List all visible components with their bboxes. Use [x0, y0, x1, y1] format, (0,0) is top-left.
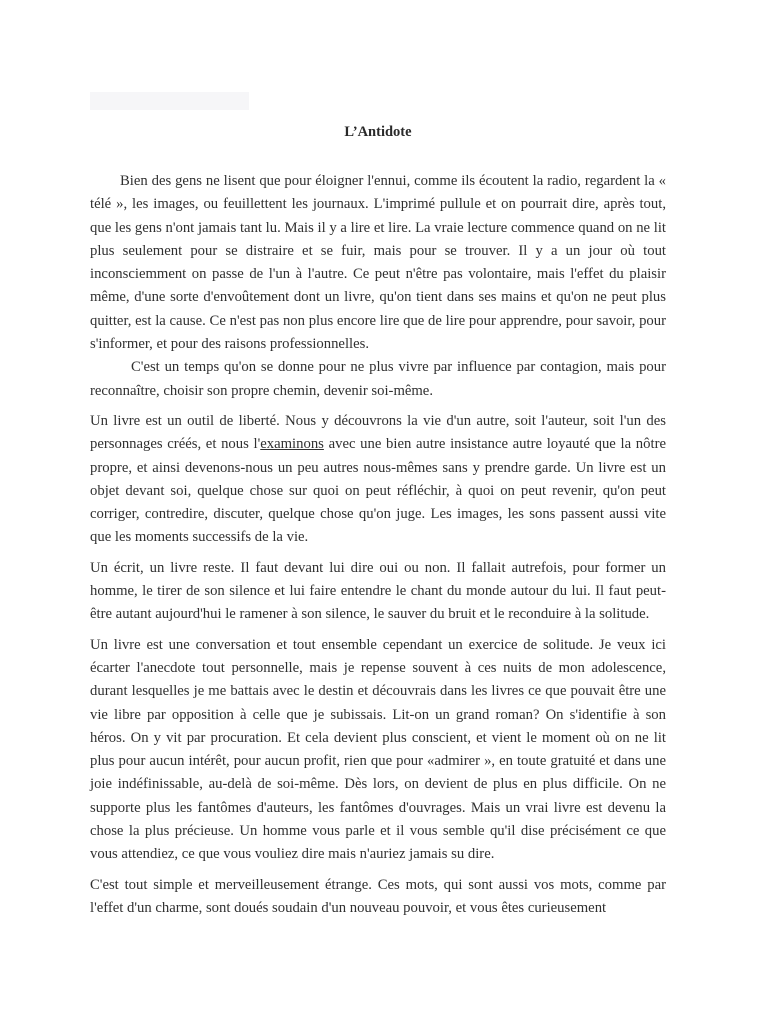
paragraph-2-rest: avec une bien autre insistance autre loyauté que la nôtre propre, et ainsi devenons-nous un peu autres nous-mêmes sans y prendre garde. Un livre est un objet devant soi, quelque chose sur quoi on peut réfléchir, à quoi on peut revenir, qu'on peut corriger, contredire, discuter, quelque chose qu'on juge. Les images, les sons passent aussi vite que les moments successifs de la vie.	[90, 436, 666, 546]
document-title: L’Antidote	[344, 124, 412, 140]
paragraph-3: Un écrit, un livre reste. Il faut devant lui dire oui ou non. Il fallait autrefois, pour former un homme, le tirer de son silence et lui faire entendre le chant du monde autour du lui. Il faut peut-être autant aujourd'hui le ramener à son silence, le sauver du bruit et le reconduire à la solitude.	[90, 559, 666, 623]
paragraph-2	[90, 410, 666, 550]
paragraph-5: C'est tout simple et merveilleusement étrange. Ces mots, qui sont aussi vos mots, comme par l'effet d'un charme, sont doués soudain d'un nouveau pouvoir, et vous êtes curieusement	[90, 876, 666, 916]
document-page	[90, 92, 666, 920]
underlined-word: examinons	[260, 436, 324, 453]
paragraph-2-start: Un livre est un outil de liberté. Nous y découvrons la vie d'un autre, soit l'auteur, soit l'un des personnages créés, et nous l'	[90, 412, 666, 453]
paragraph-1: Bien des gens ne lisent que pour éloigner l'ennui, comme ils écoutent la radio, regardent la « télé », les images, ou feuillettent les journaux. L'imprimé pullule et on pourrait dire, après tout, que les gens n'ont jamais tant lu. Mais il y a lire et lire. La vraie lecture commence quand on ne lit plus seulement pour se distraire et se fuir, mais pour se trouver. Il y a un jour où tout inconsciemment on passe de l'un à l'autre. Ce peut n'être pas volontaire, mais l'effet du plaisir même, d'une sorte d'envoûtement dont un livre, qu'on tient dans ses mains et qu'on ne peut plus quitter, est la cause. Ce n'est pas non plus encore lire que de lire pour apprendre, pour savoir, pour s'informer, et pour des raisons professionnelles.	[90, 173, 666, 353]
paragraph-4: Un livre est une conversation et tout ensemble cependant un exercice de solitude. Je veux ici écarter l'anecdote tout personnelle, mais je repense souvent à ces nuits de mon adolescence, durant lesquelles je me battais avec le destin et découvrais dans les livres ce que pouvait être une vie libre par opposition à celle que je subissais. Lit-on un grand roman? On s'identifie à son héros. On y vit par procuration. Et cela devient plus conscient, et vient le moment où on ne lit plus pour aucun intérêt, pour aucun profit, rien que pour «admirer », en toute gratuité et dans une joie indéfinissable, au-delà de soi-même. Dès lors, on devient de plus en plus difficile. On ne supporte plus les fantômes d'auteurs, les fantômes d'ouvrages. Mais un vrai livre est devenu la chose la plus précieuse. Un homme vous parle et il vous semble qu'il dise précisément ce que vous attendiez, ce que vous vouliez dire mais n'auriez jamais su dire.	[90, 636, 666, 863]
paragraph-1-continuation: C'est un temps qu'on se donne pour ne plus vivre par influence par contagion, mais pour reconnaître, choisir son propre chemin, devenir soi-même.	[90, 359, 666, 399]
header-strip	[90, 92, 249, 110]
